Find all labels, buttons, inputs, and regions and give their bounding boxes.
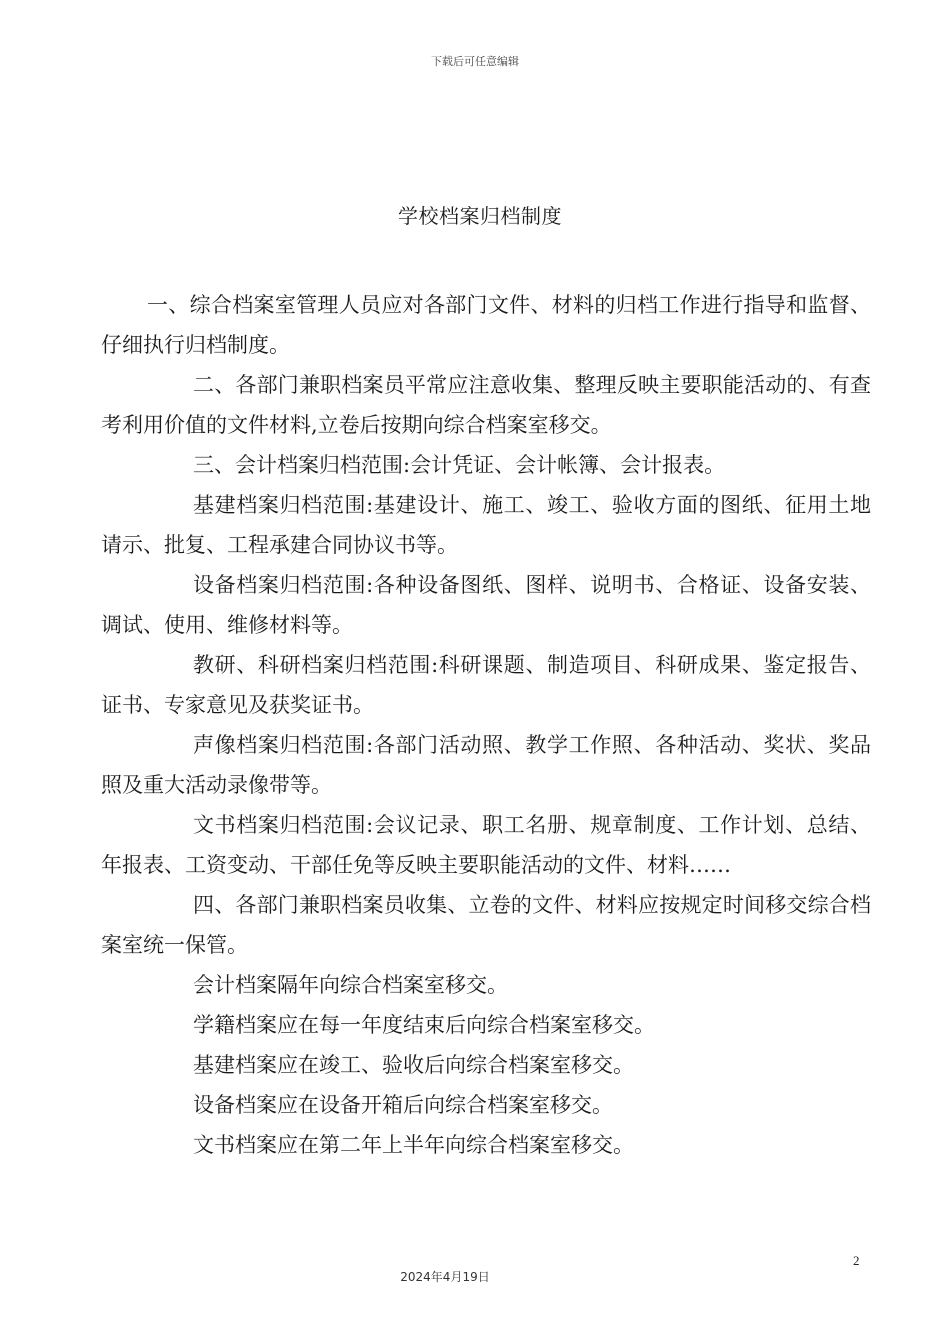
paragraph-5: 设备档案归档范围:各种设备图纸、图样、说明书、合格证、设备安装、调试、使用、维修材料等。 [101, 573, 871, 637]
footer-date: 2024年4月19日 [400, 1270, 490, 1284]
paragraph-13: 设备档案应在设备开箱后向综合档案室移交。 [193, 1093, 613, 1117]
paragraph-6: 教研、科研档案归档范围:科研课题、制造项目、科研成果、鉴定报告、证书、专家意见及获奖证书。 [101, 653, 871, 717]
page-number: 2 [853, 1253, 860, 1268]
paragraph-3: 三、会计档案归档范围:会计凭证、会计帐簿、会计报表。 [193, 453, 726, 477]
paragraph-11: 学籍档案应在每一年度结束后向综合档案室移交。 [193, 1013, 655, 1037]
paragraph-7: 声像档案归档范围:各部门活动照、教学工作照、各种活动、奖状、奖品照及重大活动录像带等。 [101, 733, 871, 797]
paragraph-8: 文书档案归档范围:会议记录、职工名册、规章制度、工作计划、总结、年报表、工资变动、干部任免等反映主要职能活动的文件、材料…… [101, 813, 871, 877]
paragraph-4: 基建档案归档范围:基建设计、施工、竣工、验收方面的图纸、征用土地请示、批复、工程承建合同协议书等。 [101, 493, 871, 557]
document-body [101, 285, 871, 1165]
paragraph-2: 二、各部门兼职档案员平常应注意收集、整理反映主要职能活动的、有查考利用价值的文件材料,立卷后按期向综合档案室移交。 [101, 373, 871, 437]
paragraph-1: 一、综合档案室管理人员应对各部门文件、材料的归档工作进行指导和监督、仔细执行归档制度。 [101, 293, 871, 357]
header-note: 下载后可任意编辑 [431, 55, 519, 68]
paragraph-14: 文书档案应在第二年上半年向综合档案室移交。 [193, 1133, 634, 1157]
paragraph-10: 会计档案隔年向综合档案室移交。 [193, 973, 508, 997]
paragraph-9: 四、各部门兼职档案员收集、立卷的文件、材料应按规定时间移交综合档案室统一保管。 [101, 893, 871, 957]
paragraph-12: 基建档案应在竣工、验收后向综合档案室移交。 [193, 1053, 634, 1077]
document-title: 学校档案归档制度 [398, 204, 562, 228]
